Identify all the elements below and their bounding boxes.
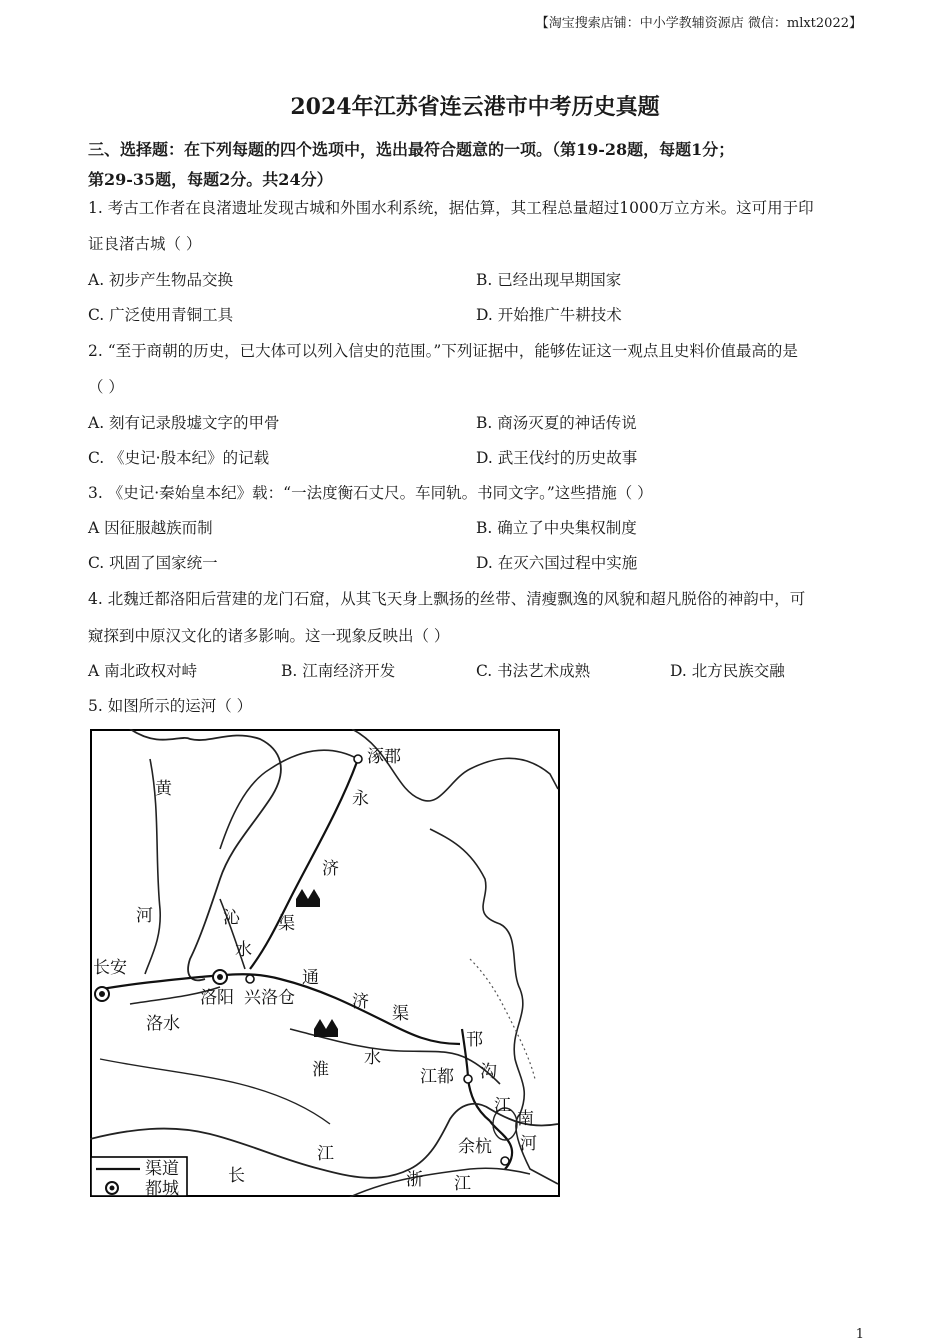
question-5-stem: 5. 如图所示的运河（ ）: [88, 697, 253, 715]
label-tong: 通: [302, 968, 319, 988]
label-he: 河: [136, 906, 153, 926]
section-heading-line2: 第29-35题，每题2分。共24分）: [88, 170, 333, 189]
label-ji1: 济: [322, 859, 339, 879]
label-yong: 永: [352, 789, 369, 809]
question-2-stem-cont: （ ）: [88, 378, 124, 396]
label-huang: 黄: [155, 779, 172, 799]
label-jiangdu: 江都: [420, 1067, 454, 1087]
label-luoyang: 洛阳: [200, 988, 234, 1008]
label-zhuojun: 涿郡: [367, 747, 401, 767]
label-xingluocang: 兴洛仓: [244, 988, 295, 1008]
label-chang: 长: [228, 1166, 245, 1186]
question-3-option-c[interactable]: C. 巩固了国家统一: [88, 554, 218, 572]
question-3-stem: 3. 《史记·秦始皇本纪》载：“一法度衡石丈尺。车同轨。书同文字。”这些措施（ ）: [88, 484, 653, 502]
label-jiang2: 江: [454, 1174, 471, 1194]
question-4-option-c[interactable]: C. 书法艺术成熟: [476, 662, 591, 680]
label-gou: 沟: [480, 1062, 497, 1082]
header-note: 【淘宝搜索店铺：中小学教辅资源店 微信：mlxt2022】: [535, 16, 862, 31]
question-4-stem: 4. 北魏迁都洛阳后营建的龙门石窟，从其飞天身上飘扬的丝带、清瘦飘逸的风貌和超凡脱俗的神韵中，可: [88, 590, 806, 608]
yuhang-marker: [501, 1157, 509, 1165]
question-2-option-d[interactable]: D. 武王伐纣的历史故事: [476, 449, 638, 467]
label-he2: 河: [520, 1134, 537, 1154]
page-number: 1: [855, 1327, 864, 1342]
question-2-option-b[interactable]: B. 商汤灭夏的神话传说: [476, 414, 637, 432]
question-4-option-d[interactable]: D. 北方民族交融: [670, 662, 785, 680]
label-luoshui: 洛水: [146, 1014, 180, 1034]
section-heading-line1: 三、选择题：在下列每题的四个选项中，选出最符合题意的一项。（第19-28题，每题1分；: [88, 140, 735, 159]
label-jiang: 江: [317, 1144, 334, 1164]
label-yuhang: 余杭: [458, 1137, 492, 1157]
question-2-option-c[interactable]: C. 《史记·殷本纪》的记载: [88, 449, 270, 467]
question-1-option-a[interactable]: A. 初步产生物品交换: [88, 271, 234, 289]
question-4-option-b[interactable]: B. 江南经济开发: [281, 662, 396, 680]
page-title: 2024年江苏省连云港市中考历史真题: [290, 94, 660, 120]
label-nan: 南: [517, 1109, 534, 1129]
question-4-stem-cont: 窥探到中原汉文化的诸多影响。这一现象反映出（ ）: [88, 627, 450, 645]
label-shui2: 水: [364, 1048, 381, 1068]
label-ji2: 济: [352, 992, 369, 1012]
map-legend: [91, 1157, 187, 1197]
question-1-option-c[interactable]: C. 广泛使用青铜工具: [88, 306, 234, 324]
label-shui: 水: [235, 940, 252, 960]
xingluocang-marker: [246, 975, 254, 983]
question-1-option-d[interactable]: D. 开始推广牛耕技术: [476, 306, 622, 324]
question-2-option-a[interactable]: A. 刻有记录殷墟文字的甲骨: [88, 414, 280, 432]
label-qu2: 渠: [392, 1004, 409, 1024]
question-1-stem: 1. 考古工作者在良渚遗址发现古城和外围水利系统，据估算，其工程总量超过1000万立方米。这可用于印: [88, 199, 814, 217]
question-3-option-b[interactable]: B. 确立了中央集权制度: [476, 519, 637, 537]
legend-canal-label: 渠道: [145, 1159, 179, 1179]
label-han: 邗: [466, 1030, 483, 1050]
label-changan: 长安: [93, 958, 127, 978]
map-frame: [91, 730, 559, 1196]
legend-capital-label: 都城: [145, 1179, 179, 1197]
question-2-stem: 2. “至于商朝的历史，已大体可以列入信史的范围。”下列证据中，能够佐证这一观点且史料价值最高的是: [88, 342, 798, 360]
label-huai: 淮: [312, 1060, 329, 1080]
canal-map: [90, 729, 560, 1197]
label-jiang-n: 江: [494, 1096, 511, 1116]
question-3-option-d[interactable]: D. 在灭六国过程中实施: [476, 554, 638, 572]
zhuojun-marker: [354, 755, 362, 763]
jiangdu-marker: [464, 1075, 472, 1083]
question-1-stem-cont: 证良渚古城（ ）: [88, 235, 202, 253]
question-1-option-b[interactable]: B. 已经出现早期国家: [476, 271, 622, 289]
label-qin: 沁: [223, 908, 240, 928]
label-zhe: 浙: [406, 1170, 423, 1190]
label-qu1: 渠: [278, 914, 295, 934]
question-3-option-a[interactable]: A 因征服越族而制: [88, 519, 213, 537]
question-4-option-a[interactable]: A 南北政权对峙: [88, 662, 198, 680]
